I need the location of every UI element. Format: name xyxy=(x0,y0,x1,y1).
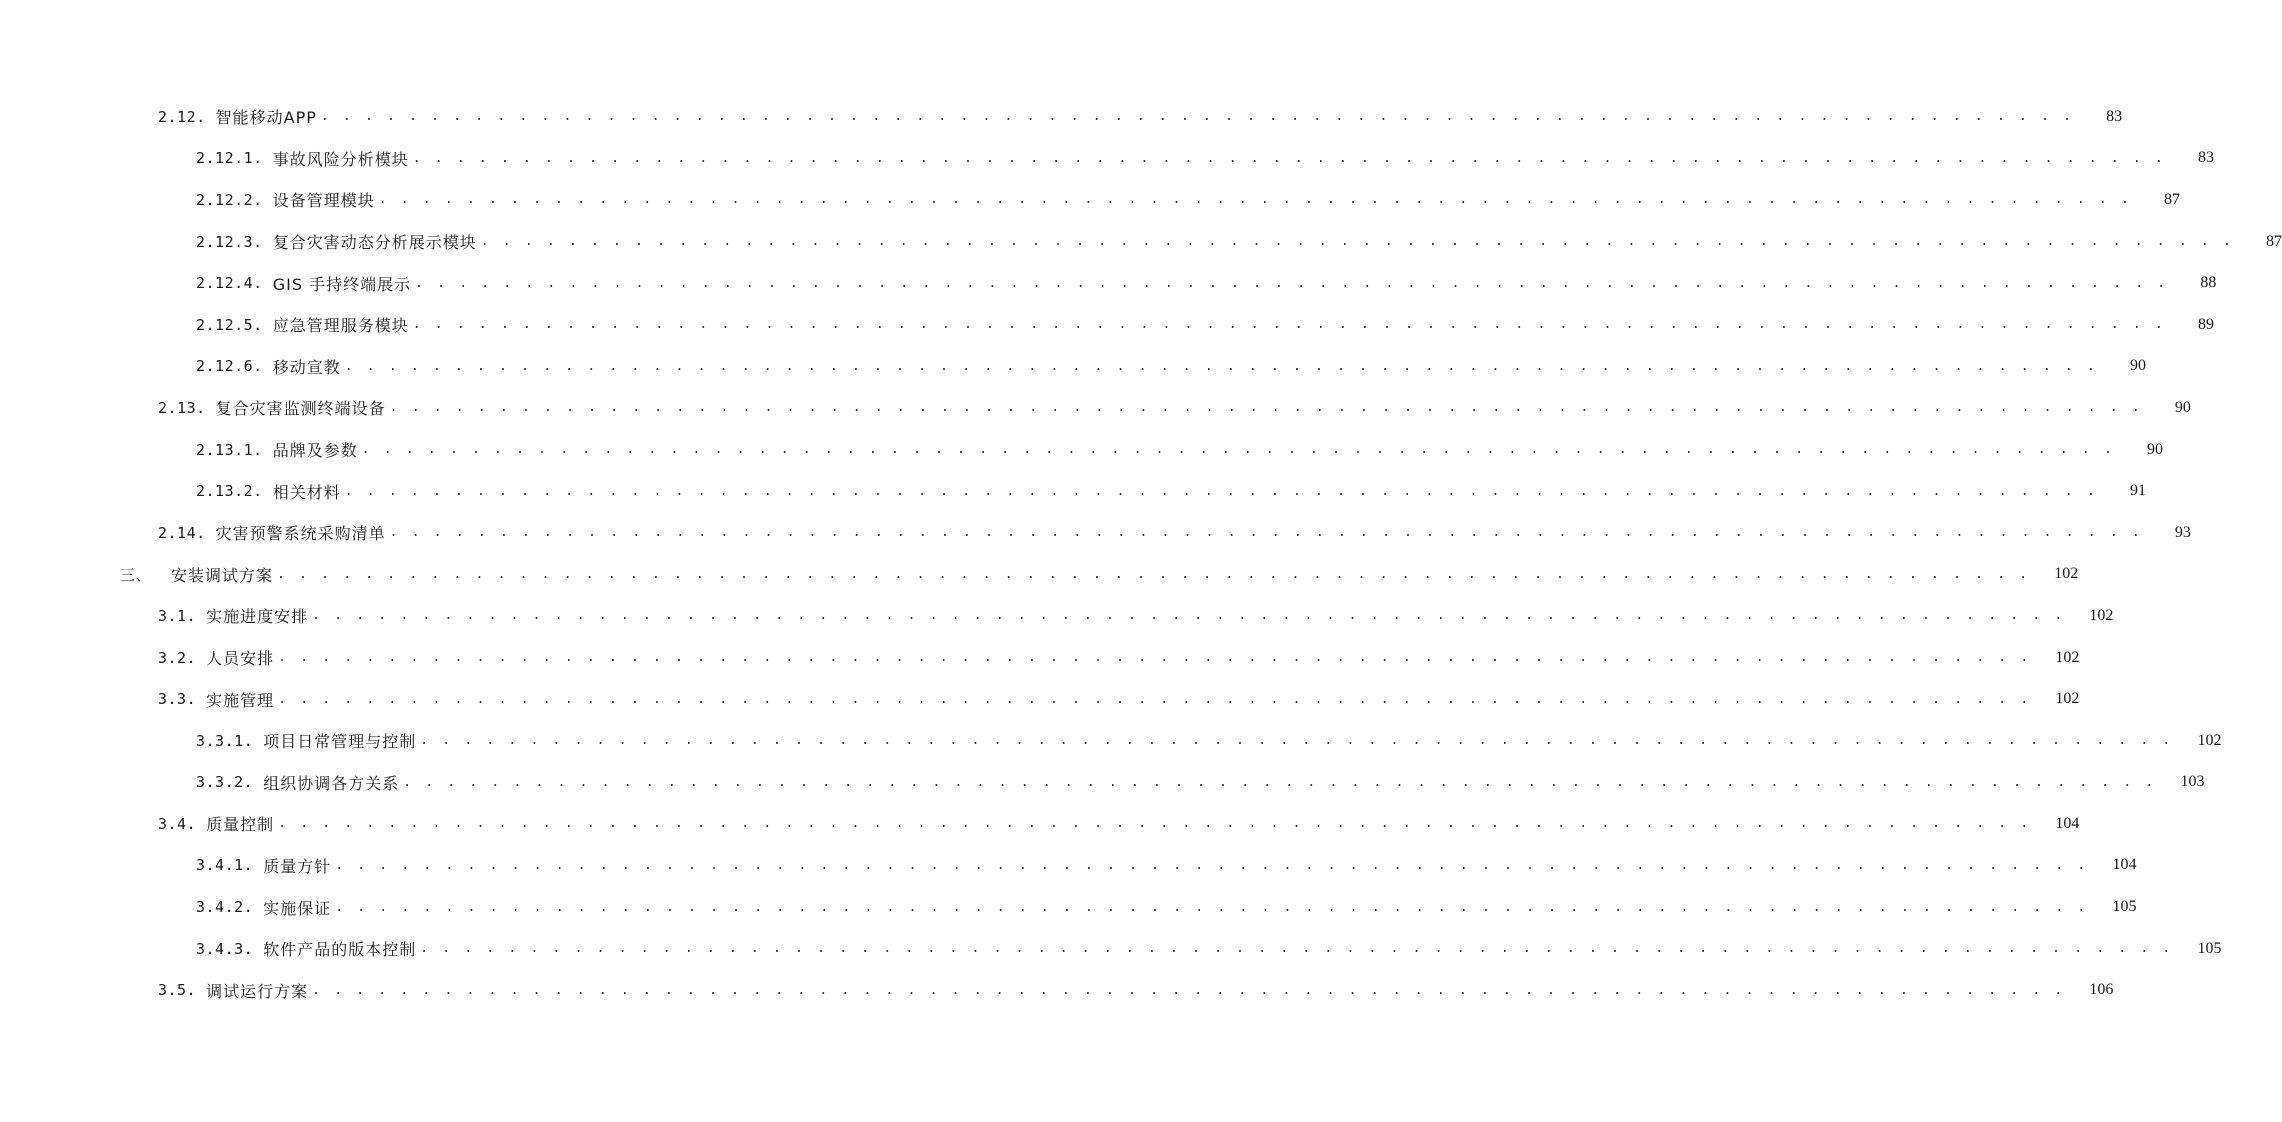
toc-section-title: 实施保证 xyxy=(263,898,332,918)
toc-entry-heading xyxy=(196,188,379,211)
toc-section-number: 3.3.2. xyxy=(196,773,254,792)
toc-entry-heading xyxy=(158,688,278,711)
toc-entry-heading xyxy=(196,230,481,253)
toc-entry-heading xyxy=(158,979,312,1002)
toc-section-title: 实施管理 xyxy=(206,690,275,710)
toc-section-title: 品牌及参数 xyxy=(272,441,358,461)
toc-entry-heading xyxy=(120,563,277,586)
toc-page-number: 103 xyxy=(2180,773,2205,791)
toc-entry[interactable] xyxy=(0,969,2114,1011)
toc-page-number: 102 xyxy=(2055,648,2080,666)
dot-leader: . . . . . . . . . . . . . . . . . . . . . . . . . . . . . . . . . . . . . . . . . . . . . . . . . . . . . . . . . . . . . . . . . . . . . . . . . . . . . . . . xyxy=(344,483,2098,499)
toc-page-number: 87 xyxy=(2265,232,2282,250)
toc-entry[interactable] xyxy=(0,346,2146,388)
toc-entry[interactable] xyxy=(0,262,2217,304)
toc-section-number: 2.13.1. xyxy=(196,440,263,459)
dot-leader: . . . . . . . . . . . . . . . . . . . . . . . . . . . . . . . . . . . . . . . . . . . . . . . . . . . . . . . . . . . . . . . . . . . . . . . . . . . . . . . . xyxy=(403,774,2157,790)
dot-leader: . . . . . . . . . . . . . . . . . . . . . . . . . . . . . . . . . . . . . . . . . . . . . . . . . . . . . . . . . . . . . . . . . . . . . . . . . . . . . . . . xyxy=(278,691,2032,707)
dot-leader: . . . . . . . . . . . . . . . . . . . . . . . . . . . . . . . . . . . . . . . . . . . . . . . . . . . . . . . . . . . . . . . . . . . . . . . . . . . . . . . . xyxy=(420,733,2174,749)
toc-entry-heading xyxy=(158,646,278,669)
toc-entry[interactable] xyxy=(0,803,2080,845)
toc-entry[interactable] xyxy=(0,720,2222,762)
toc-section-title: 项目日常管理与控制 xyxy=(263,732,417,752)
dot-leader: . . . . . . . . . . . . . . . . . . . . . . . . . . . . . . . . . . . . . . . . . . . . . . . . . . . . . . . . . . . . . . . . . . . . . . . . . . . . . . . . xyxy=(312,608,2066,624)
dot-leader: . . . . . . . . . . . . . . . . . . . . . . . . . . . . . . . . . . . . . . . . . . . . . . . . . . . . . . . . . . . . . . . . . . . . . . . . . . . . . . . . xyxy=(420,941,2174,957)
toc-section-title: 调试运行方案 xyxy=(206,981,309,1001)
toc-page-number: 102 xyxy=(2055,690,2080,708)
toc-entry-heading xyxy=(158,521,390,544)
toc-entry[interactable] xyxy=(0,678,2080,720)
dot-leader: . . . . . . . . . . . . . . . . . . . . . . . . . . . . . . . . . . . . . . . . . . . . . . . . . . . . . . . . . . . . . . . . . . . . . . . . . . . . . . . . xyxy=(335,899,2089,915)
dot-leader: . . . . . . . . . . . . . . . . . . . . . . . . . . . . . . . . . . . . . . . . . . . . . . . . . . . . . . . . . . . . . . . . . . . . . . . . . . . . . . . . xyxy=(389,400,2143,416)
dot-leader: . . . . . . . . . . . . . . . . . . . . . . . . . . . . . . . . . . . . . . . . . . . . . . . . . . . . . . . . . . . . . . . . . . . . . . . . . . . . . . . . xyxy=(361,442,2115,458)
toc-section-title: 设备管理模块 xyxy=(272,191,375,211)
toc-entry[interactable] xyxy=(0,179,2180,221)
dot-leader: . . . . . . . . . . . . . . . . . . . . . . . . . . . . . . . . . . . . . . . . . . . . . . . . . . . . . . . . . . . . . . . . . . . . . . . . . . . . . . . . xyxy=(480,234,2234,250)
dot-leader: . . . . . . . . . . . . . . . . . . . . . . . . . . . . . . . . . . . . . . . . . . . . . . . . . . . . . . . . . . . . . . . . . . . . . . . . . . . . . . . . xyxy=(278,816,2032,832)
toc-section-title: 复合灾害动态分析展示模块 xyxy=(272,233,477,253)
toc-page-number: 102 xyxy=(2054,565,2079,583)
toc-entry-heading xyxy=(196,313,413,336)
toc-page-number: 106 xyxy=(2089,981,2114,999)
toc-section-number: 3.4.3. xyxy=(196,939,254,958)
toc-section-title: 组织协调各方关系 xyxy=(263,773,400,793)
toc-section-number: 3.4.1. xyxy=(196,856,254,875)
toc-page-number: 83 xyxy=(2106,107,2123,125)
toc-section-number: 2.12.4. xyxy=(196,274,263,293)
toc-page-number: 90 xyxy=(2129,357,2146,375)
toc-entry-heading xyxy=(196,147,413,170)
toc-section-title: 质量控制 xyxy=(206,815,275,835)
dot-leader: . . . . . . . . . . . . . . . . . . . . . . . . . . . . . . . . . . . . . . . . . . . . . . . . . . . . . . . . . . . . . . . . . . . . . . . . . . . . . . . . xyxy=(277,566,2031,582)
dot-leader: . . . . . . . . . . . . . . . . . . . . . . . . . . . . . . . . . . . . . . . . . . . . . . . . . . . . . . . . . . . . . . . . . . . . . . . . . . . . . . . . xyxy=(278,650,2032,666)
table-of-contents xyxy=(0,96,2282,1011)
dot-leader: . . . . . . . . . . . . . . . . . . . . . . . . . . . . . . . . . . . . . . . . . . . . . . . . . . . . . . . . . . . . . . . . . . . . . . . . . . . . . . . . xyxy=(344,358,2098,374)
toc-entry[interactable] xyxy=(0,845,2137,887)
toc-page-number: 89 xyxy=(2197,315,2214,333)
toc-section-number: 2.12.5. xyxy=(196,315,263,334)
toc-section-number: 3.4.2. xyxy=(196,898,254,917)
toc-section-number: 2.13.2. xyxy=(196,482,263,501)
toc-section-number: 2.12.3. xyxy=(196,232,263,251)
toc-entry[interactable] xyxy=(0,512,2191,554)
toc-section-number: 2.13. xyxy=(158,398,206,417)
toc-page-number: 102 xyxy=(2089,606,2114,624)
toc-entry[interactable] xyxy=(0,554,2079,596)
toc-page-number: 91 xyxy=(2129,482,2146,500)
toc-entry[interactable] xyxy=(0,429,2163,471)
toc-section-number: 2.12.6. xyxy=(196,357,263,376)
dot-leader: . . . . . . . . . . . . . . . . . . . . . . . . . . . . . . . . . . . . . . . . . . . . . . . . . . . . . . . . . . . . . . . . . . . . . . . . . . . . . . . . xyxy=(412,317,2166,333)
toc-entry-heading xyxy=(196,771,403,794)
toc-section-title: 灾害预警系统采购清单 xyxy=(215,524,386,544)
toc-entry[interactable] xyxy=(0,595,2114,637)
toc-page-number: 104 xyxy=(2112,856,2137,874)
toc-section-title: 人员安排 xyxy=(206,649,275,669)
toc-entry[interactable] xyxy=(0,928,2222,970)
dot-leader: . . . . . . . . . . . . . . . . . . . . . . . . . . . . . . . . . . . . . . . . . . . . . . . . . . . . . . . . . . . . . . . . . . . . . . . . . . . . . . . . xyxy=(415,275,2169,291)
toc-section-number: 3.1. xyxy=(158,606,197,625)
toc-section-title: 相关材料 xyxy=(272,482,341,502)
toc-section-number: 3.3.1. xyxy=(196,731,254,750)
toc-entry[interactable] xyxy=(0,138,2214,180)
toc-section-title: 复合灾害监测终端设备 xyxy=(215,399,386,419)
toc-section-title: GIS 手持终端展示 xyxy=(272,274,412,294)
toc-entry[interactable] xyxy=(0,304,2214,346)
toc-section-number: 三、 xyxy=(120,565,152,584)
dot-leader: . . . . . . . . . . . . . . . . . . . . . . . . . . . . . . . . . . . . . . . . . . . . . . . . . . . . . . . . . . . . . . . . . . . . . . . . . . . . . . . . xyxy=(320,109,2075,125)
toc-section-title: 软件产品的版本控制 xyxy=(263,940,417,960)
toc-section-number: 2.14. xyxy=(158,523,206,542)
toc-entry-heading xyxy=(158,812,278,835)
toc-entry-heading xyxy=(196,272,415,295)
toc-entry-heading xyxy=(158,105,321,128)
toc-entry-heading xyxy=(196,729,420,752)
toc-section-number: 3.5. xyxy=(158,981,197,1000)
dot-leader: . . . . . . . . . . . . . . . . . . . . . . . . . . . . . . . . . . . . . . . . . . . . . . . . . . . . . . . . . . . . . . . . . . . . . . . . . . . . . . . . xyxy=(312,982,2066,998)
toc-section-title: 应急管理服务模块 xyxy=(272,316,409,336)
toc-section-number: 2.12. xyxy=(158,107,206,126)
toc-page-number: 105 xyxy=(2112,898,2137,916)
toc-section-number: 3.4. xyxy=(158,814,197,833)
toc-entry[interactable] xyxy=(0,886,2137,928)
toc-entry-heading xyxy=(196,937,420,960)
toc-section-number: 3.2. xyxy=(158,648,197,667)
toc-section-title: 智能移动APP xyxy=(215,108,317,128)
toc-section-title: 移动宣教 xyxy=(272,357,341,377)
toc-section-title: 安装调试方案 xyxy=(171,565,274,585)
toc-entry-heading xyxy=(158,604,312,627)
toc-entry[interactable] xyxy=(0,221,2282,263)
toc-entry[interactable] xyxy=(0,387,2191,429)
toc-section-number: 2.12.2. xyxy=(196,190,263,209)
toc-entry-heading xyxy=(196,480,345,503)
toc-page-number: 105 xyxy=(2197,939,2222,957)
dot-leader: . . . . . . . . . . . . . . . . . . . . . . . . . . . . . . . . . . . . . . . . . . . . . . . . . . . . . . . . . . . . . . . . . . . . . . . . . . . . . . . . xyxy=(389,525,2143,541)
toc-entry[interactable] xyxy=(0,762,2205,804)
toc-entry[interactable] xyxy=(0,637,2080,679)
toc-section-title: 事故风险分析模块 xyxy=(272,149,409,169)
dot-leader: . . . . . . . . . . . . . . . . . . . . . . . . . . . . . . . . . . . . . . . . . . . . . . . . . . . . . . . . . . . . . . . . . . . . . . . . . . . . . . . . xyxy=(412,150,2166,166)
toc-entry-heading xyxy=(158,396,390,419)
toc-page-number: 93 xyxy=(2174,523,2191,541)
toc-page-number: 102 xyxy=(2197,731,2222,749)
toc-entry-heading xyxy=(196,854,335,877)
toc-section-number: 2.12.1. xyxy=(196,149,263,168)
toc-section-title: 实施进度安排 xyxy=(206,607,309,627)
toc-entry[interactable] xyxy=(0,96,2123,138)
toc-page-number: 88 xyxy=(2200,274,2217,292)
toc-entry[interactable] xyxy=(0,470,2146,512)
toc-section-title: 质量方针 xyxy=(263,856,332,876)
toc-entry-heading xyxy=(196,896,335,919)
toc-page-number: 90 xyxy=(2146,440,2163,458)
toc-section-number: 3.3. xyxy=(158,690,197,709)
toc-page-number: 90 xyxy=(2174,398,2191,416)
toc-entry-heading xyxy=(196,355,345,378)
toc-page-number: 104 xyxy=(2055,814,2080,832)
toc-page-number: 83 xyxy=(2197,149,2214,167)
dot-leader: . . . . . . . . . . . . . . . . . . . . . . . . . . . . . . . . . . . . . . . . . . . . . . . . . . . . . . . . . . . . . . . . . . . . . . . . . . . . . . . . xyxy=(335,857,2089,873)
toc-page-number: 87 xyxy=(2163,190,2180,208)
dot-leader: . . . . . . . . . . . . . . . . . . . . . . . . . . . . . . . . . . . . . . . . . . . . . . . . . . . . . . . . . . . . . . . . . . . . . . . . . . . . . . . . xyxy=(378,192,2132,208)
toc-entry-heading xyxy=(196,438,362,461)
